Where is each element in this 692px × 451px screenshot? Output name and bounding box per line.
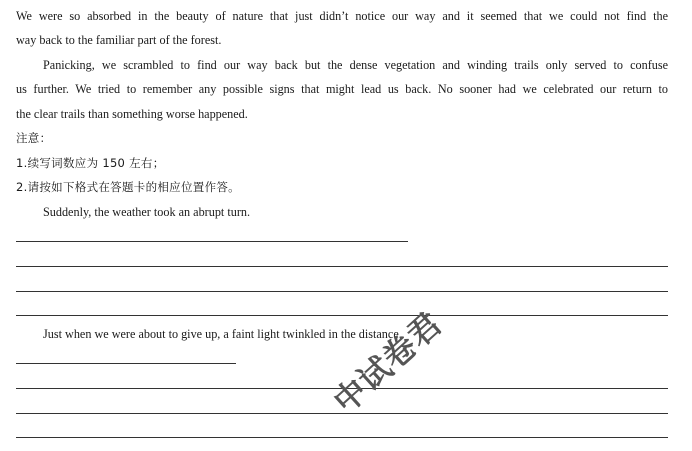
notes-heading: 注意： [16,131,52,145]
note-item-1: 1.续写词数应为 150 左右； [16,156,165,170]
watermark: 中试卷君 [326,304,450,421]
passage-line: way back to the familiar part of the forest. [16,33,222,47]
writing-line [16,437,668,438]
writing-line [16,291,668,292]
paragraph-opening-1: Suddenly, the weather took an abrupt turn. [43,205,251,219]
passage-line: the clear trails than something worse happened. [16,107,248,121]
passage-line: us further. We tried to remember any possible signs that might lead us back. No sooner had we celebrated our return to [16,82,668,96]
paragraph-opening-2: Just when we were about to give up, a faint light twinkled in the distance. [43,327,402,341]
writing-line [16,315,668,316]
passage-line: We were so absorbed in the beauty of nature that just didn’t notice our way and it seemed that we could not find the [16,9,668,23]
writing-line [16,363,236,364]
writing-line [16,413,668,414]
writing-line [16,241,408,242]
passage-line: Panicking, we scrambled to find our way back but the dense vegetation and winding trails only served to confuse [43,58,668,72]
note-item-2: 2.请按如下格式在答题卡的相应位置作答。 [16,180,240,194]
writing-line [16,266,668,267]
